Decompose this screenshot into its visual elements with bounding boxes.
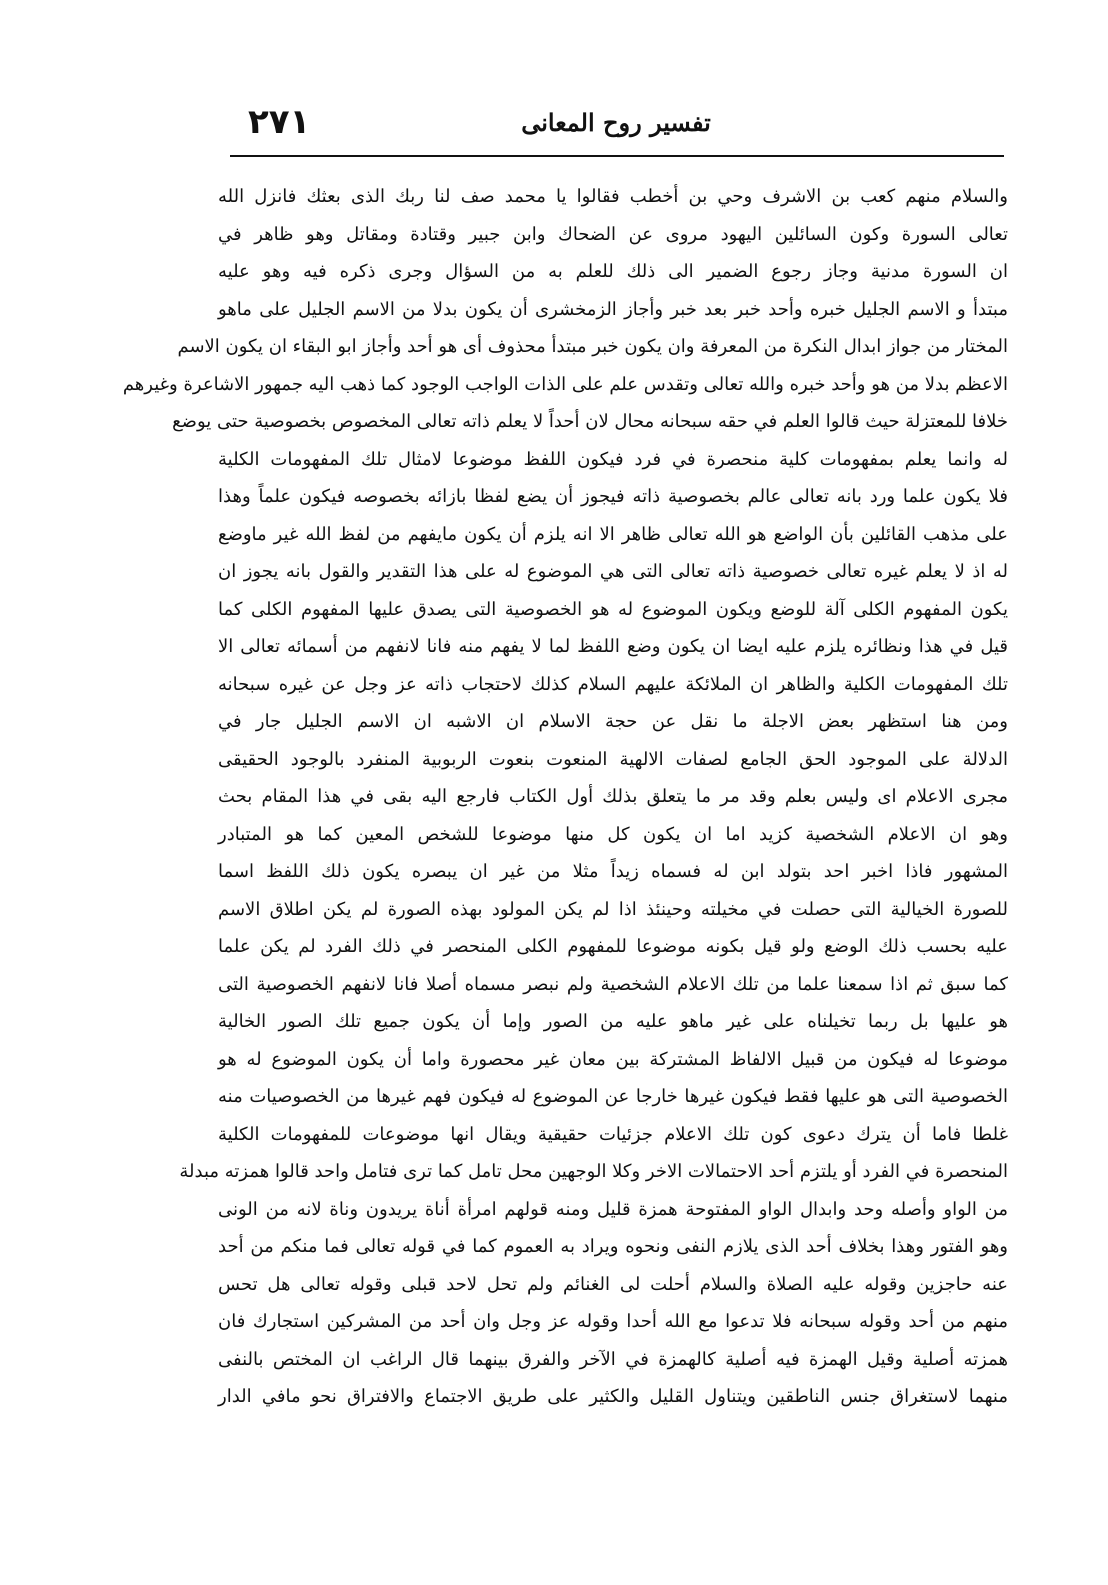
page-header [226, 100, 1006, 152]
text-line: المشهور فاذا اخبر احد بتولد ابن له فسماه زيداً مثلا من غير ان يبصره يكون ذلك اللفظ اسما [218, 861, 1008, 882]
text-line: منهما لاستغراق جنس الناطقين ويتناول القليل والكثير على طريق الاجتماع والافتراق نحو مافي الدار [218, 1386, 1008, 1407]
text-line: من الواو وأصله وحد وابدال الواو المفتوحة همزة قليل ومنه قولهم امرأة أناة يريدون وناة لانه من الونى [218, 1198, 1008, 1220]
text-line: فلا يكون علما ورد بانه تعالى عالم بخصوصية ذاته فيجوز أن يضع لفظا بازائه بخصوصه فيكون علماً وهذا [218, 486, 1008, 507]
text-line: عليه بحسب ذلك الوضع ولو قيل بكونه موضوعا للمفهوم الكلى المنحصر في ذلك الفرد لم يكن علما [218, 936, 1008, 957]
text-line: ان السورة مدنية وجاز رجوع الضمير الى ذلك للعلم به من السؤال وجرى ذكره فيه وهو عليه [218, 261, 1008, 282]
body-text [122, 178, 1008, 1416]
header-rule [230, 155, 1004, 157]
text-line: موضوعا له فيكون من قبيل الالفاظ المشتركة بين معان غير محصورة واما أن يكون الموضوع له هو [218, 1048, 1008, 1070]
text-line: الدلالة على الموجود الحق الجامع لصفات الالهية المنعوت بنعوت الربوبية المنفرد بالوجود الحقيقى [218, 748, 1008, 770]
text-line: يكون المفهوم الكلى آلة للوضع ويكون الموضوع له هو الخصوصية التى يصدق عليها المفهوم الكلى كما [218, 598, 1008, 620]
text-line: له اذ لا يعلم غيره تعالى خصوصية ذاته تعالى التى هي الموضوع له على هذا التقدير والقول بانه يجوز ان [218, 561, 1008, 582]
text-line: المختار من جواز ابدال النكرة من المعرفة وان يكون خبر مبتدأ محذوف أى هو أحد وأجاز ابو البقاء ان يكون الاسم [177, 336, 1008, 357]
text-line: مبتدأ و الاسم الجليل خبره وأحد خبر بعد خبر وأجاز الزمخشرى أن يكون بدلا من الاسم الجليل على ماهو [218, 298, 1008, 320]
text-line: تعالى السورة وكون السائلين اليهود مروى عن الضحاك وابن جبير وقتادة ومقاتل وهو ظاهر في [218, 223, 1008, 245]
text-line: على مذهب القائلين بأن الواضع هو الله تعالى ظاهر الا انه يلزم أن يكون مايفهم من لفظ الله غير ماوضع [218, 523, 1008, 545]
text-line: وهو الفتور وهذا بخلاف أحد الذى يلازم النفى ونحوه ويراد به العموم كما في قوله تعالى فما منكم من أحد [218, 1236, 1008, 1257]
text-line: وهو ان الاعلام الشخصية كزيد اما ان يكون كل منها موضوعا للشخص المعين كما هو المتبادر [218, 823, 1008, 845]
text-line: هو عليها بل ربما تخيلناه على غير ماهو عليه من الصور وإما أن يكون جميع تلك الصور الخالية [218, 1011, 1008, 1032]
page-number: ٢٧١ [248, 102, 311, 142]
text-line: الاعظم بدلا من هو وأحد خبره والله تعالى وتقدس علم على الذات الواجب الوجود كما ذهب اليه جمهور الاشاعرة وغيرهم [122, 373, 1008, 395]
text-line: والسلام منهم كعب بن الاشرف وحي بن أخطب فقالوا يا محمد صف لنا ربك الذى بعثك فانزل الله [218, 186, 1008, 207]
text-line: منهم من أحد وقوله سبحانه فلا تدعوا مع الله أحدا وقوله عز وجل وان أحد من المشركين استجارك فان [218, 1311, 1008, 1332]
running-title: تفسير روح المعانى [521, 108, 711, 137]
text-line: المنحصرة في الفرد أو يلتزم أحد الاحتمالات الاخر وكلا الوجهين محل تامل كما ترى فتامل واحد قالوا همزته مبدلة [179, 1161, 1008, 1182]
text-line: تلك المفهومات الكلية والظاهر ان الملائكة عليهم السلام كذلك لاحتجاب ذاته عز وجل عن غيره سبحانه [218, 673, 1008, 695]
text-line: له وانما يعلم بمفهومات كلية منحصرة في فرد فيكون اللفظ موضوعا لامثال تلك المفهومات الكلية [218, 448, 1008, 470]
text-line: خلافا للمعتزلة حيث قالوا العلم في حقه سبحانه محال لان أحداً لا يعلم ذاته تعالى المخصوص بخصوصية حتى يوضع [172, 411, 1008, 432]
text-line: ومن هنا استظهر بعض الاجلة ما نقل عن حجة الاسلام ان الاشبه ان الاسم الجليل جار في [218, 711, 1008, 732]
text-line: الخصوصية التى هو عليها فقط فيكون غيرها خارجا عن الموضوع له فيكون فهم غيرها من الخصوصيات منه [218, 1086, 1008, 1107]
text-line: كما سبق ثم اذا سمعنا علما من تلك الاعلام الشخصية ولم نبصر مسماه أصلا فانا لانفهم الخصوصية التى [218, 973, 1008, 995]
text-line: غلطا فاما أن يترك دعوى كون تلك الاعلام جزئيات حقيقية ويقال انها موضوعات للمفهومات الكلية [218, 1123, 1008, 1145]
text-line: عنه حاجزين وقوله عليه الصلاة والسلام أحلت لى الغنائم ولم تحل لاحد قبلى وقوله تعالى هل تحس [218, 1273, 1008, 1295]
text-line: للصورة الخيالية التى حصلت في مخيلته وحينئذ اذا لم يكن المولود بهذه الصورة لم يكن اطلاق الاسم [218, 898, 1008, 920]
text-line: همزته أصلية وقيل الهمزة فيه أصلية كالهمزة في الآخر والفرق بينهما قال الراغب ان المختص بالنفى [218, 1348, 1008, 1370]
text-line: مجرى الاعلام اى وليس بعلم وقد مر ما يتعلق بذلك أول الكتاب فارجع اليه بقى في هذا المقام بحث [218, 786, 1008, 807]
text-line: قيل في هذا ونظائره يلزم عليه ايضا ان يكون وضع اللفظ لما لا يفهم منه فانا لانفهم من أسمائه تعالى الا [218, 636, 1008, 657]
